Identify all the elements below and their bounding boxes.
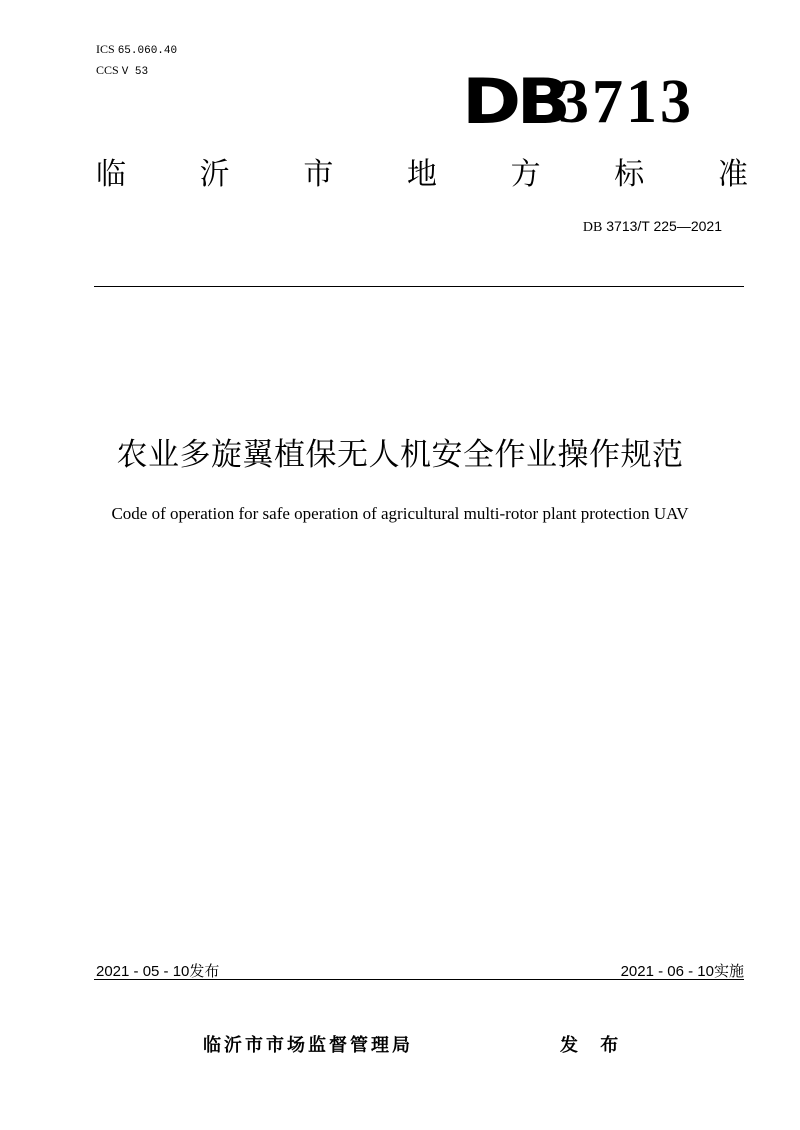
standard-type-char: 沂: [199, 157, 230, 192]
publish-date: 2021 - 05 - 10: [96, 963, 190, 980]
standard-code-prefix: DB: [582, 220, 603, 235]
ccs-code: V 53: [121, 66, 149, 78]
ics-line: [96, 42, 177, 58]
ics-code: 65.060.40: [117, 45, 178, 57]
document-title-chinese: 农业多旋翼植保无人机安全作业操作规范: [116, 437, 684, 473]
standard-type-char: 市: [303, 157, 334, 192]
standard-type-char: 方: [510, 157, 541, 192]
standard-code-number: 3713/T 225—2021: [606, 218, 722, 234]
standard-type-char: 准: [717, 157, 748, 192]
db-logo-number: 3713: [558, 68, 694, 136]
implement-date: 2021 - 06 - 10: [620, 963, 714, 980]
issuer-name: 临沂市市场监督管理局: [203, 1035, 413, 1056]
implement-word: 实施: [713, 962, 744, 980]
standard-code: [583, 218, 722, 236]
ics-label: ICS: [96, 42, 115, 56]
standard-type-char: 临: [96, 157, 126, 192]
publish-date-line: [96, 960, 219, 981]
bottom-divider: [94, 979, 744, 980]
standard-type-char: 地: [406, 157, 437, 192]
db-logo: [462, 65, 694, 138]
ccs-line: [96, 63, 148, 79]
ccs-label: CCS: [96, 63, 119, 77]
implement-date-line: [621, 960, 744, 981]
standard-type-char: 标: [614, 157, 645, 192]
top-divider: [94, 286, 744, 287]
publish-word: 发布: [189, 962, 220, 980]
db-logo-letters: DB: [462, 65, 567, 138]
issuer-action: 发 布: [560, 1035, 627, 1056]
standard-type-title: [96, 155, 748, 195]
document-title-english: Code of operation for safe operation of agricultural multi-rotor plant protection UAV: [111, 504, 689, 523]
